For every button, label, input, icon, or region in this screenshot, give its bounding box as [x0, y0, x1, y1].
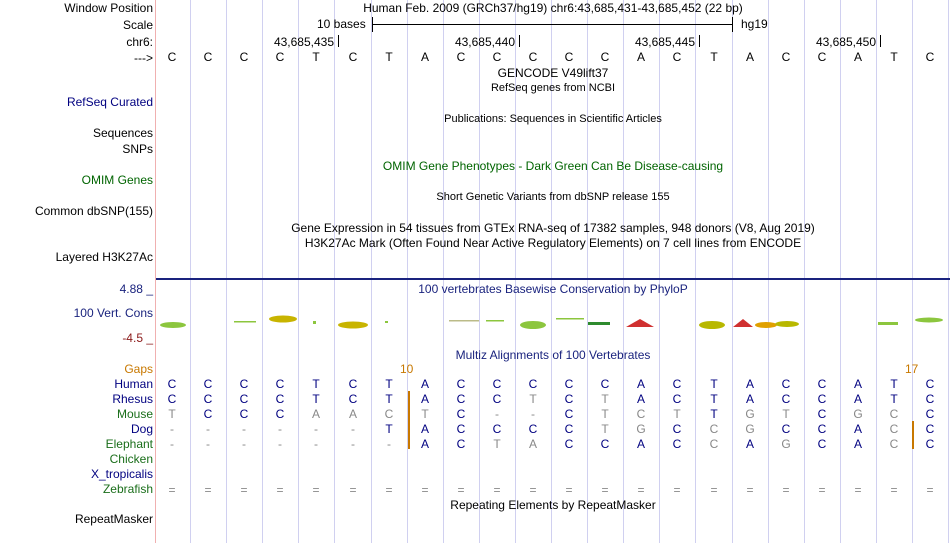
aligned-base: =	[854, 483, 862, 497]
species-label-dog[interactable]: Dog	[130, 422, 153, 436]
aligned-base: A	[420, 392, 430, 406]
sequences-label[interactable]: Sequences	[92, 126, 153, 140]
aligned-base: =	[349, 483, 357, 497]
aligned-base: =	[240, 483, 248, 497]
reference-base: C	[528, 50, 538, 64]
gencode-track-title[interactable]: GENCODE V49lift37	[497, 66, 609, 80]
aligned-base: C	[817, 407, 827, 421]
reference-base: C	[348, 50, 358, 64]
aligned-base: C	[275, 377, 285, 391]
snps-label[interactable]: SNPs	[122, 142, 153, 156]
phylop-glyph-a	[626, 319, 654, 327]
aligned-base: -	[278, 422, 282, 436]
aligned-base: C	[889, 437, 899, 451]
reference-base: C	[203, 50, 213, 64]
phylop-max-label: 4.88 _	[119, 282, 153, 296]
chrom-label: chr6:	[126, 35, 153, 49]
aligned-base: A	[745, 437, 755, 451]
aligned-base: C	[348, 377, 358, 391]
aligned-base: C	[781, 377, 791, 391]
phylop-glyph-dash4	[556, 318, 584, 320]
aligned-base: A	[853, 437, 863, 451]
aligned-base: C	[239, 392, 249, 406]
aligned-base: C	[492, 422, 502, 436]
aligned-base: C	[564, 377, 574, 391]
phylop-glyph-dash	[234, 321, 256, 323]
reference-base: T	[312, 50, 320, 64]
aligned-base: A	[636, 392, 646, 406]
reference-base: T	[385, 50, 393, 64]
gap-marker-17: 17	[905, 362, 919, 376]
aligned-base: C	[239, 377, 249, 391]
aligned-base: -	[531, 407, 535, 421]
base-gridline	[226, 0, 227, 543]
scale-label: Scale	[122, 18, 153, 32]
aligned-base: C	[709, 422, 719, 436]
aligned-base: C	[456, 392, 466, 406]
aligned-base: C	[817, 392, 827, 406]
aligned-base: -	[351, 422, 355, 436]
repeatmasker-track-title[interactable]: Repeating Elements by RepeatMasker	[450, 498, 656, 512]
gap-bar-10	[408, 391, 410, 449]
aligned-base: C	[817, 377, 827, 391]
position-tick	[519, 35, 520, 47]
base-gridline	[334, 0, 335, 543]
reference-base: C	[275, 50, 285, 64]
base-gridline	[407, 0, 408, 543]
aligned-base: C	[600, 437, 610, 451]
aligned-base: C	[348, 392, 358, 406]
gap-marker-10: 10	[400, 362, 414, 376]
aligned-base: -	[242, 437, 246, 451]
aligned-base: C	[925, 422, 935, 436]
aligned-base: T	[385, 392, 393, 406]
phylop-glyph-a2	[733, 319, 753, 327]
base-gridline	[732, 0, 733, 543]
refseq-curated-label[interactable]: RefSeq Curated	[66, 95, 153, 109]
aligned-base: =	[710, 483, 718, 497]
species-label-elephant[interactable]: Elephant	[105, 437, 153, 451]
aligned-base: T	[601, 407, 609, 421]
base-gridline	[479, 0, 480, 543]
aligned-base: =	[637, 483, 645, 497]
aligned-base: A	[745, 377, 755, 391]
position-label: 43,685,440	[454, 35, 515, 49]
aligned-base: C	[709, 437, 719, 451]
common-dbsnp-label[interactable]: Common dbSNP(155)	[34, 204, 153, 218]
aligned-base: A	[420, 422, 430, 436]
aligned-base: =	[565, 483, 573, 497]
aligned-base: C	[889, 407, 899, 421]
reference-base: T	[890, 50, 898, 64]
reference-base: C	[600, 50, 610, 64]
aligned-base: C	[203, 392, 213, 406]
species-label-zebrafish[interactable]: Zebrafish	[102, 482, 153, 496]
aligned-base: -	[206, 422, 210, 436]
aligned-base: C	[239, 407, 249, 421]
phylop-glyph-c5	[915, 318, 943, 323]
phylop-glyph-g3	[755, 322, 777, 328]
aligned-base: C	[672, 437, 682, 451]
aligned-base: T	[493, 437, 501, 451]
reference-base: T	[710, 50, 718, 64]
aligned-base: C	[275, 407, 285, 421]
base-gridline	[804, 0, 805, 543]
dbsnp-track-title[interactable]: Short Genetic Variants from dbSNP release 155	[436, 191, 670, 203]
aligned-base: G	[781, 437, 791, 451]
aligned-base: T	[601, 392, 609, 406]
vert-cons-label[interactable]: 100 Vert. Cons	[73, 306, 153, 320]
aligned-base: T	[710, 377, 718, 391]
aligned-base: -	[314, 437, 318, 451]
aligned-base: =	[276, 483, 284, 497]
aligned-base: C	[564, 407, 574, 421]
aligned-base: T	[529, 392, 537, 406]
aligned-base: T	[673, 407, 681, 421]
base-gridline	[659, 0, 660, 543]
scale-bar-left-tick	[372, 17, 373, 32]
base-gridline	[912, 0, 913, 543]
reference-base: C	[564, 50, 574, 64]
base-gridline	[840, 0, 841, 543]
species-label-rhesus[interactable]: Rhesus	[112, 392, 153, 406]
aligned-base: C	[456, 422, 466, 436]
aligned-base: =	[673, 483, 681, 497]
reference-base: C	[925, 50, 935, 64]
base-gridline	[443, 0, 444, 543]
aligned-base: T	[385, 377, 393, 391]
aligned-base: C	[672, 377, 682, 391]
reference-base: A	[636, 50, 646, 64]
h3k27ac-track-title[interactable]: H3K27Ac Mark (Often Found Near Active Regulatory Elements) on 7 cell lines from ENCODE	[304, 236, 802, 250]
aligned-base: A	[745, 392, 755, 406]
phylop-glyph-dash2	[449, 320, 479, 322]
scale-bar-text: 10 bases	[317, 17, 366, 31]
aligned-base: C	[817, 437, 827, 451]
aligned-base: C	[384, 407, 394, 421]
phylop-glyphs	[160, 316, 943, 330]
aligned-base: A	[348, 407, 358, 421]
aligned-base: T	[385, 422, 393, 436]
aligned-base: =	[421, 483, 429, 497]
position-label: 43,685,445	[634, 35, 695, 49]
scale-bar-right-tick	[732, 17, 733, 32]
aligned-base: T	[168, 407, 176, 421]
aligned-base: =	[746, 483, 754, 497]
window-position-label: Window Position	[64, 1, 153, 15]
aligned-base: A	[853, 392, 863, 406]
aligned-base: C	[456, 407, 466, 421]
species-label-x_tropicalis[interactable]: X_tropicalis	[90, 467, 153, 481]
aligned-base: =	[385, 483, 393, 497]
aligned-base: C	[492, 392, 502, 406]
gaps-label: Gaps	[124, 362, 153, 376]
aligned-base: C	[456, 437, 466, 451]
aligned-base: A	[311, 407, 321, 421]
aligned-base: C	[781, 422, 791, 436]
aligned-base: -	[206, 437, 210, 451]
reference-base: A	[853, 50, 863, 64]
omim-track-title[interactable]: OMIM Gene Phenotypes - Dark Green Can Be Disease-causing	[382, 159, 724, 173]
phylop-glyph-g	[160, 322, 186, 328]
species-label-chicken[interactable]: Chicken	[109, 452, 153, 466]
reference-base: C	[781, 50, 791, 64]
aligned-base: C	[564, 392, 574, 406]
aligned-base: T	[782, 407, 790, 421]
scale-bar	[372, 24, 733, 25]
aligned-base: T	[890, 377, 898, 391]
aligned-base: -	[314, 422, 318, 436]
aligned-base: C	[528, 422, 538, 436]
aligned-base: C	[167, 377, 177, 391]
aligned-base: =	[890, 483, 898, 497]
aligned-base: =	[782, 483, 790, 497]
phylop-glyph-dash3	[486, 320, 504, 322]
aligned-base: T	[312, 392, 320, 406]
reference-base: C	[492, 50, 502, 64]
layered-h3k27ac-label[interactable]: Layered H3K27Ac	[55, 250, 153, 264]
aligned-base: C	[925, 407, 935, 421]
aligned-base: A	[636, 377, 646, 391]
aligned-base: A	[420, 437, 430, 451]
aligned-base: C	[636, 407, 646, 421]
aligned-base: C	[275, 392, 285, 406]
base-gridline	[298, 0, 299, 543]
aligned-base: C	[167, 392, 177, 406]
publications-track-title[interactable]: Publications: Sequences in Scientific Articles	[444, 113, 662, 125]
aligned-base: G	[853, 407, 863, 421]
phylop-glyph-dot2	[385, 321, 388, 323]
phylop-logo	[156, 300, 950, 340]
aligned-base: =	[926, 483, 934, 497]
aligned-base: C	[925, 437, 935, 451]
aligned-base: G	[745, 407, 755, 421]
aligned-base: =	[601, 483, 609, 497]
gap-bar-17	[912, 421, 914, 449]
aligned-base: -	[351, 437, 355, 451]
reference-base: A	[420, 50, 430, 64]
base-gridline	[623, 0, 624, 543]
aligned-base: G	[636, 422, 646, 436]
reference-base: C	[167, 50, 177, 64]
reference-base: C	[456, 50, 466, 64]
aligned-base: C	[781, 392, 791, 406]
aligned-base: T	[710, 392, 718, 406]
phylop-glyph-g2	[520, 321, 546, 329]
base-gridline	[768, 0, 769, 543]
base-gridline	[190, 0, 191, 543]
strand-label: --->	[134, 51, 153, 65]
aligned-base: C	[672, 422, 682, 436]
phylop-baseline	[156, 278, 950, 280]
reference-base: C	[672, 50, 682, 64]
repeatmasker-label[interactable]: RepeatMasker	[74, 512, 153, 526]
aligned-base: =	[818, 483, 826, 497]
base-gridline	[876, 0, 877, 543]
aligned-base: C	[492, 377, 502, 391]
aligned-base: T	[312, 377, 320, 391]
aligned-base: C	[889, 422, 899, 436]
refseq-track-subtitle[interactable]: RefSeq genes from NCBI	[490, 82, 616, 94]
position-tick	[699, 35, 700, 47]
aligned-base: T	[421, 407, 429, 421]
aligned-base: -	[495, 407, 499, 421]
phylop-min-label: -4.5 _	[122, 331, 153, 345]
aligned-base: -	[170, 437, 174, 451]
aligned-base: C	[925, 377, 935, 391]
aligned-base: C	[456, 377, 466, 391]
base-gridline	[948, 0, 949, 543]
aligned-base: =	[529, 483, 537, 497]
aligned-base: A	[853, 422, 863, 436]
aligned-base: C	[672, 392, 682, 406]
aligned-base: T	[601, 422, 609, 436]
aligned-base: =	[204, 483, 212, 497]
phylop-glyph-c4	[775, 321, 799, 327]
aligned-base: T	[710, 407, 718, 421]
phylop-track-title[interactable]: 100 vertebrates Basewise Conservation by PhyloP	[418, 282, 688, 296]
aligned-base: A	[853, 377, 863, 391]
aligned-base: C	[564, 422, 574, 436]
position-tick	[880, 35, 881, 47]
phylop-glyph-t2	[878, 322, 898, 325]
species-label-human[interactable]: Human	[114, 377, 153, 391]
aligned-base: C	[528, 377, 538, 391]
aligned-base: =	[312, 483, 320, 497]
aligned-base: C	[564, 437, 574, 451]
position-tick	[338, 35, 339, 47]
aligned-base: T	[890, 392, 898, 406]
reference-base: A	[745, 50, 755, 64]
position-label: 43,685,435	[273, 35, 334, 49]
aligned-base: C	[925, 392, 935, 406]
phylop-glyph-dot	[313, 321, 316, 324]
base-gridline	[371, 0, 372, 543]
omim-genes-label[interactable]: OMIM Genes	[81, 173, 153, 187]
multiz-track-title[interactable]: Multiz Alignments of 100 Vertebrates	[455, 348, 651, 362]
aligned-base: C	[817, 422, 827, 436]
aligned-base: -	[242, 422, 246, 436]
label-separator	[155, 0, 156, 543]
gtex-track-title[interactable]: Gene Expression in 54 tissues from GTEx RNA-seq of 17382 samples, 948 donors (V8, Aug 2019)	[291, 221, 815, 235]
reference-base: C	[817, 50, 827, 64]
aligned-base: =	[493, 483, 501, 497]
aligned-base: =	[168, 483, 176, 497]
phylop-glyph-t	[588, 322, 610, 325]
aligned-base: =	[457, 483, 465, 497]
aligned-base: C	[203, 377, 213, 391]
position-label: 43,685,450	[815, 35, 876, 49]
aligned-base: G	[745, 422, 755, 436]
base-gridline	[262, 0, 263, 543]
aligned-base: -	[278, 437, 282, 451]
scale-assembly-text: hg19	[741, 17, 768, 31]
reference-base: C	[239, 50, 249, 64]
phylop-glyph-c	[269, 316, 297, 323]
phylop-glyph-c3	[699, 321, 725, 329]
phylop-glyph-c2	[338, 322, 368, 329]
base-gridline	[695, 0, 696, 543]
aligned-base: C	[203, 407, 213, 421]
aligned-base: -	[387, 437, 391, 451]
aligned-base: -	[170, 422, 174, 436]
assembly-position-text: Human Feb. 2009 (GRCh37/hg19) chr6:43,685,431-43,685,452 (22 bp)	[363, 1, 743, 15]
species-label-mouse[interactable]: Mouse	[116, 407, 153, 421]
aligned-base: A	[636, 437, 646, 451]
aligned-base: A	[420, 377, 430, 391]
aligned-base: A	[528, 437, 538, 451]
aligned-base: C	[600, 377, 610, 391]
